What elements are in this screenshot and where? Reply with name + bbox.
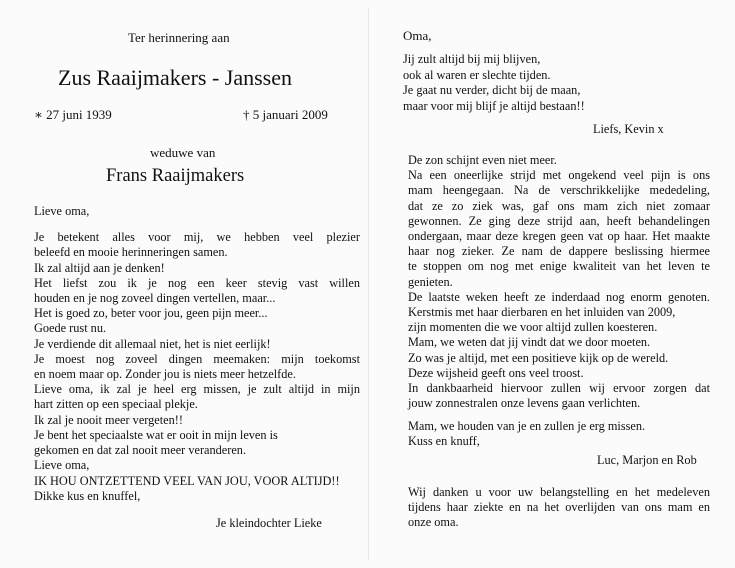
birth-date: ∗ 27 juni 1939 (34, 107, 112, 122)
message-line: Zo was je altijd, met een positieve kijk op de wereld. (408, 350, 669, 365)
message-line: De laatste weken heeft ze inderdaad nog enorm genoten. (408, 289, 710, 304)
letter-line: Je bent het speciaalste wat er ooit in mijn leven is (34, 427, 278, 442)
poem-line: ook al waren er slechte tijden. (403, 67, 551, 82)
message-line: zijn momenten die we voor altijd zullen koesteren. (408, 320, 658, 335)
letter-line: beleefd en mooie herinneringen samen. (34, 245, 228, 260)
thanks-line: Wij danken u voor uw belangstelling en het medeleven (408, 485, 710, 499)
farewell-line: Kuss en knuff, (408, 434, 480, 449)
letter-line: en noem maar op. Zonder jou is niets meer hetzelfde. (34, 367, 296, 382)
poem-line: Je gaat nu verder, dicht bij de maan, (403, 83, 581, 97)
family-farewell (408, 419, 645, 449)
signature-kevin: Liefs, Kevin x (593, 122, 664, 136)
message-line: In dankbaarheid hiervoor zullen wij ervoor zorgen dat (408, 381, 710, 396)
deceased-name: Zus Raaijmakers - Janssen (58, 65, 292, 90)
letter-line: Ik zal je nooit meer vergeten!! (34, 412, 183, 427)
letter-line: Lieve oma, ik zal je heel erg missen, je zult altijd in mijn (34, 382, 360, 397)
farewell-line: Mam, we houden van je en zullen je erg missen. (408, 419, 646, 433)
message-line: Deze wijsheid geeft ons veel troost. (408, 365, 584, 380)
remembrance-heading: Ter herinnering aan (128, 30, 230, 45)
letter-line: hart zitten op een speciaal plekje. (34, 397, 198, 412)
husband-name: Frans Raaijmakers (106, 166, 245, 186)
letter-line: Je moest nog zoveel dingen meemaken: mijn toekomst (34, 351, 360, 366)
message-line: Na een oneerlijke strijd met ongekend veel pijn is ons (408, 168, 710, 183)
left-closing (34, 474, 340, 504)
letter-line: Het is goed zo, beter voor jou, geen pijn meer... (34, 306, 268, 321)
family-message (408, 153, 710, 411)
letter-line: Lieve oma, (34, 458, 90, 473)
message-line: haar nog zieker. Ze nam de dappere beslissing hiermee (408, 244, 710, 259)
closing-line: IK HOU ONTZETTEND VEEL VAN JOU, VOOR ALTIJD!! (34, 474, 340, 488)
letter-line: gekomen en dat zal nooit meer veranderen. (34, 443, 247, 458)
message-line: dat ze zo ziek was, gaf ons mam zich niet zomaar (408, 198, 710, 213)
death-date: † 5 januari 2009 (243, 107, 328, 122)
letter-line: Ik zal altijd aan je denken! (34, 260, 165, 275)
letter-line: Je verdiende dit allemaal niet, het is niet eerlijk! (34, 336, 271, 351)
thanks-line: onze oma. (408, 515, 459, 530)
signature-lieke: Je kleindochter Lieke (216, 516, 322, 530)
page-fold (368, 8, 369, 560)
message-line: genieten. (408, 274, 453, 289)
message-line: Mam, we weten dat jij vindt dat we door moeten. (408, 335, 651, 350)
closing-line: Dikke kus en knuffel, (34, 489, 141, 504)
letter-line: Je betekent alles voor mij, we hebben veel plezier (34, 230, 360, 245)
thanks-note (408, 485, 710, 531)
letter-greeting: Lieve oma, (34, 204, 90, 218)
message-line: Kerstmis met haar dierbaren en het inluiden van 2009, (408, 305, 676, 320)
letter-line: Het liefst zou ik je nog een keer stevig vast willen (34, 275, 360, 290)
message-line: De zon schijnt even niet meer. (408, 153, 557, 167)
message-line: ondergaan, maar deze kregen geen vat op haar. Het maakte (408, 229, 710, 244)
signature-family: Luc, Marjon en Rob (597, 453, 697, 467)
left-letter (34, 204, 360, 473)
message-line: mam heengegaan. Na de verschrikkelijke mededeling, (408, 183, 710, 198)
message-line: te stoppen om nog met enige kwaliteit van het leven te (408, 259, 710, 274)
letter-line: houden en je nog zoveel dingen vertellen, maar... (34, 291, 276, 306)
poem-greeting: Oma, (403, 28, 432, 43)
message-line: jouw zonnestralen onze levens gaan verlichten. (408, 396, 641, 411)
thanks-line: tijdens haar ziekte en na het overlijden van ons mam en (408, 500, 710, 515)
poem (403, 52, 585, 114)
message-line: gewonnen. Ze ging deze strijd aan, heeft behandelingen (408, 213, 710, 228)
poem-line: maar voor mij blijf je altijd bestaan!! (403, 98, 585, 113)
letter-line: Goede rust nu. (34, 321, 107, 336)
poem-line: Jij zult altijd bij mij blijven, (403, 52, 541, 66)
widow-of-label: weduwe van (150, 145, 216, 160)
